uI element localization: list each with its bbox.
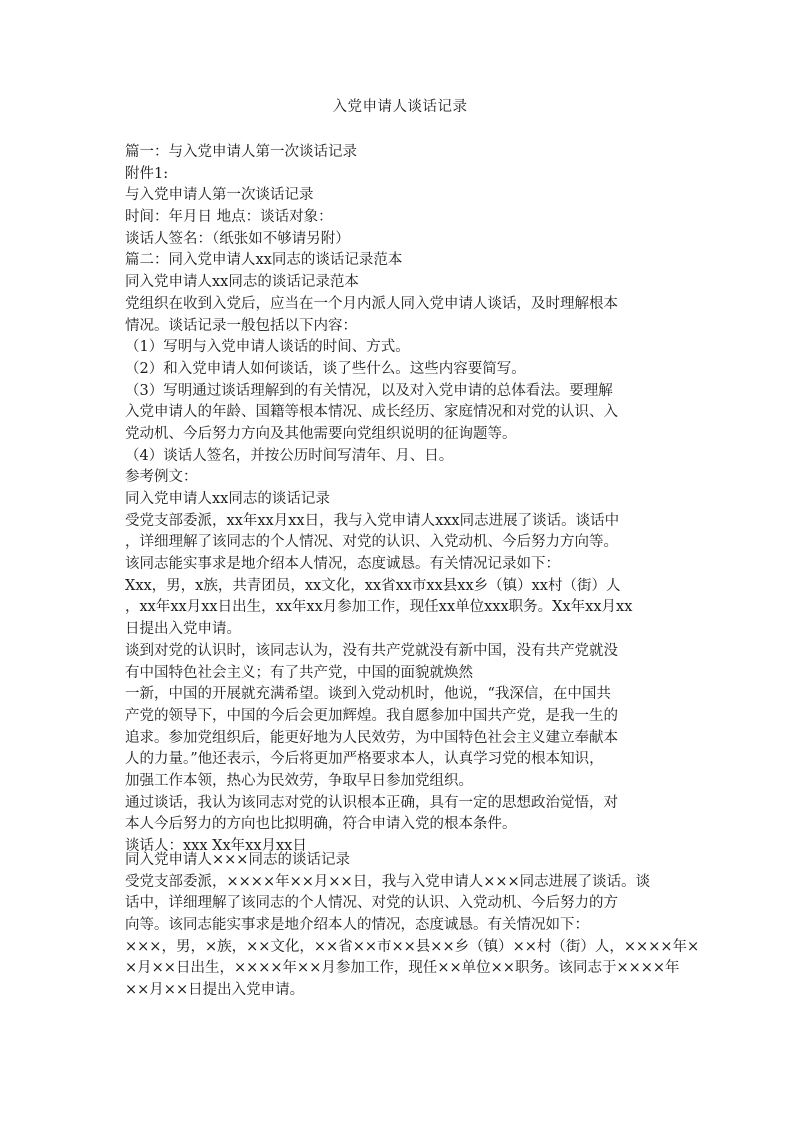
text-line: 该同志能实事求是地介绍本人情况，态度诚恳。有关情况记录如下： bbox=[125, 556, 560, 573]
text-line: 日提出入党申请。 bbox=[125, 621, 241, 638]
text-line: ，详细理解了该同志的个人情况、对党的认识、入党动机、今后努力方向等。 bbox=[125, 534, 618, 551]
text-line: 篇二：同入党申请人xx同志的谈话记录范本 bbox=[125, 252, 403, 269]
text-line: 附件1: bbox=[125, 165, 169, 182]
text-line: 谈话人：xxx Xx年xx月xx日 bbox=[125, 838, 307, 854]
text-line: 情况。谈话记录一般包括以下内容： bbox=[125, 317, 357, 334]
text-line: 加强工作本领，热心为民效劳，争取早日参加党组织。 bbox=[125, 772, 473, 789]
text-line: ×××，男，×族，××文化，××省××市××县××乡（镇）××村（街）人，××××年× bbox=[125, 938, 700, 955]
text-line: 谈话人签名：（纸张如不够请另附） bbox=[125, 230, 350, 247]
text-line: Xxx，男，x族，共青团员，xx文化，xx省xx市xx县xx乡（镇）xx村（街）人 bbox=[125, 577, 621, 594]
text-line: 追求。参加党组织后，能更好地为人民效劳，为中国特色社会主义建立奉献本 bbox=[125, 729, 618, 746]
text-line: 同入党申请人xx同志的谈话记录 bbox=[125, 491, 330, 507]
text-line: 受党支部委派，xx年xx月xx日，我与入党申请人xxx同志进展了谈话。谈话中 bbox=[125, 512, 620, 529]
text-line: 向等。该同志能实事求是地介绍本人的情况，态度诚恳。有关情况如下： bbox=[125, 917, 589, 934]
text-line: 一新，中国的开展就充满希望。谈到入党动机时，他说，“我深信，在中国共 bbox=[125, 686, 611, 703]
text-line: 有中国特色社会主义；有了共产党，中国的面貌就焕然 bbox=[125, 664, 473, 681]
text-line: 谈到对党的认识时，该同志认为，没有共产党就没有新中国，没有共产党就没 bbox=[125, 642, 618, 659]
text-line: 篇一：与入党申请人第一次谈话记录 bbox=[125, 144, 357, 160]
text-line: 同入党申请人×××同志的谈话记录 bbox=[125, 852, 350, 868]
text-line: 党组织在收到入党后，应当在一个月内派人同入党申请人谈话，及时理解根本 bbox=[125, 295, 618, 312]
text-line: 同入党申请人xx同志的谈话记录范本 bbox=[125, 274, 359, 291]
text-line: （1）写明与入党申请人谈话的时间、方式。 bbox=[125, 339, 410, 356]
text-line: 党动机、今后努力方向及其他需要向党组织说明的征询题等。 bbox=[125, 425, 517, 442]
text-line: （3）写明通过谈话理解到的有关情况，以及对入党申请的总体看法。要理解 bbox=[125, 382, 613, 399]
text-line: （4）谈话人签名，并按公历时间写清年、月、日。 bbox=[125, 447, 454, 464]
text-line: 话中，详细理解了该同志的个人情况、对党的认识、入党动机、今后努力的方 bbox=[125, 895, 618, 912]
document-title: 入党申请人谈话记录 bbox=[332, 99, 468, 115]
text-line: 受党支部委派，××××年××月××日，我与入党申请人×××同志进展了谈话。谈 bbox=[125, 873, 651, 890]
text-line: 与入党申请人第一次谈话记录 bbox=[125, 187, 314, 204]
document-body-section-1 bbox=[125, 142, 680, 858]
text-line: 通过谈话，我认为该同志对党的认识根本正确，具有一定的思想政治觉悟，对 bbox=[125, 794, 618, 811]
text-line: 人的力量。”他还表示，今后将更加严格要求本人，认真学习党的根本知识， bbox=[125, 751, 604, 768]
text-line: 产党的领导下，中国的今后会更加辉煌。我自愿参加中国共产党，是我一生的 bbox=[125, 707, 618, 724]
text-line: （2）和入党申请人如何谈话，谈了些什么。这些内容要简写。 bbox=[125, 360, 526, 377]
text-line: 参考例文： bbox=[125, 469, 198, 486]
text-line: ×月××日出生，××××年××月参加工作，现任××单位××职务。该同志于××××年 bbox=[125, 960, 680, 977]
text-line: 时间：年月日 地点：谈话对象： bbox=[125, 209, 333, 226]
text-line: 入党申请人的年龄、国籍等根本情况、成长经历、家庭情况和对党的认识、入 bbox=[125, 404, 618, 421]
text-line: 本人今后努力的方向也比拟明确，符合申请入党的根本条件。 bbox=[125, 816, 517, 833]
text-line: ，xx年xx月xx日出生，xx年xx月参加工作，现任xx单位xxx职务。Xx年xx月xx bbox=[125, 599, 633, 616]
text-line: ××月××日提出入党申请。 bbox=[125, 982, 305, 999]
document-body-section-2 bbox=[125, 850, 700, 1002]
